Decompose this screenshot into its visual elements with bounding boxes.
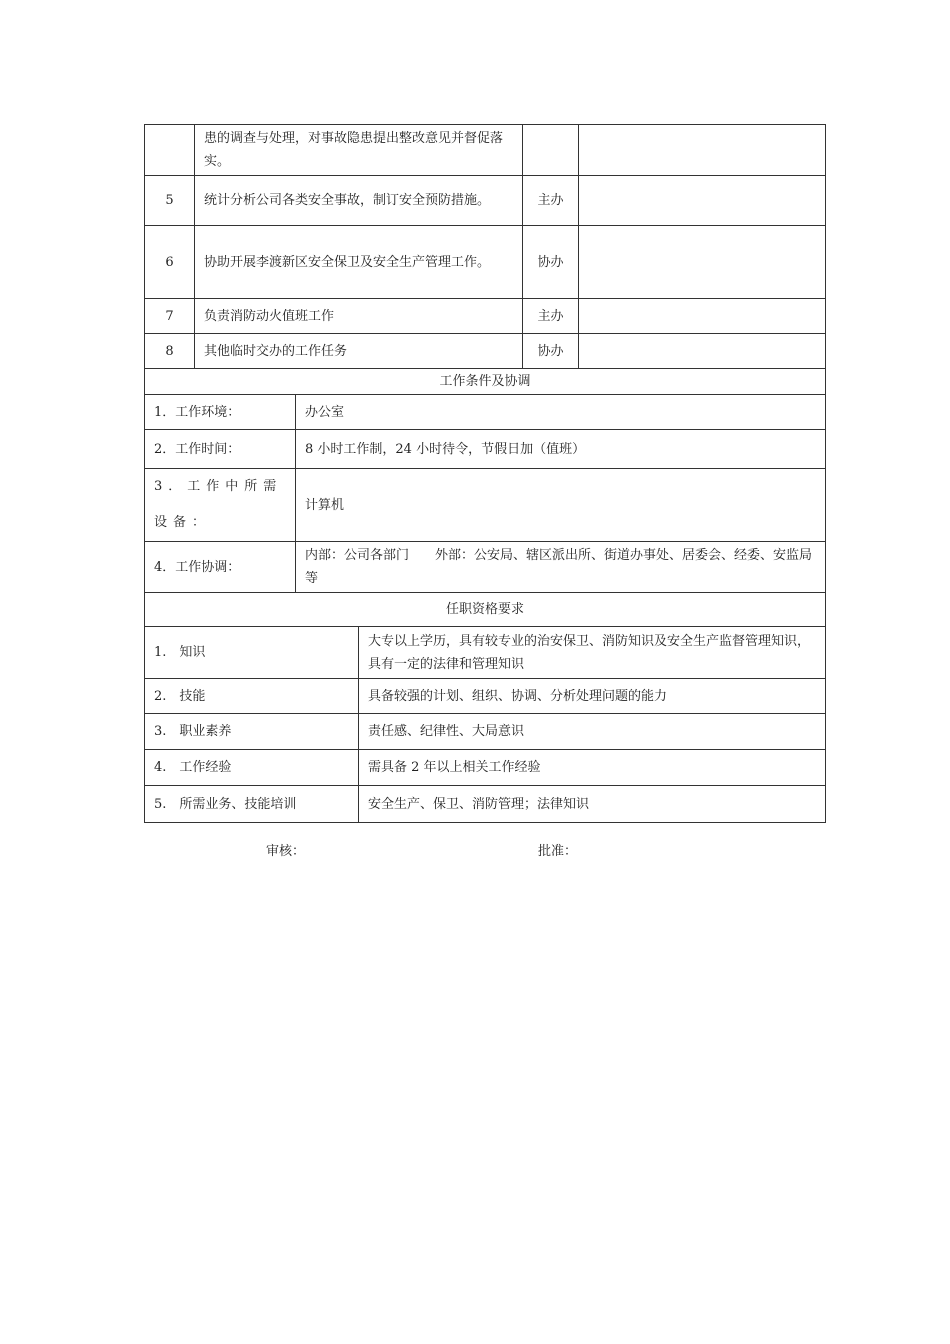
qualification-label: 4. 工作经验 [145,750,359,786]
duty-role: 协办 [523,334,579,369]
qualification-value: 安全生产、保卫、消防管理；法律知识 [359,786,826,823]
condition-label: 3．工作中所需设备： [145,469,296,542]
table-row [145,542,826,593]
table-row [145,750,826,786]
duty-number: 5 [145,176,195,226]
duty-role: 主办 [523,299,579,334]
duty-role [523,125,579,176]
duty-role: 主办 [523,176,579,226]
table-row [145,176,826,226]
duty-number: 8 [145,334,195,369]
table-row [145,125,826,176]
qualifications-table [144,592,826,823]
duty-note [579,125,826,176]
duty-number: 7 [145,299,195,334]
table-row [145,679,826,714]
duty-note [579,176,826,226]
table-row [145,430,826,469]
duty-note [579,226,826,299]
condition-value: 办公室 [296,395,826,430]
table-row [145,226,826,299]
condition-label: 2．工作时间： [145,430,296,469]
duty-text: 其他临时交办的工作任务 [195,334,523,369]
condition-value: 8 小时工作制，24 小时待令，节假日加（值班） [296,430,826,469]
condition-label: 4．工作协调： [145,542,296,593]
table-row [145,714,826,750]
condition-value: 计算机 [296,469,826,542]
duty-note [579,334,826,369]
table-row [145,786,826,823]
duty-text: 患的调查与处理，对事故隐患提出整改意见并督促落实。 [195,125,523,176]
duty-text: 统计分析公司各类安全事故，制订安全预防措施。 [195,176,523,226]
duty-text: 负责消防动火值班工作 [195,299,523,334]
qualification-value: 责任感、纪律性、大局意识 [359,714,826,750]
approve-signature-label: 批准： [538,844,578,859]
table-row [145,395,826,430]
qualification-label: 1. 知识 [145,627,359,679]
qualification-label: 2. 技能 [145,679,359,714]
duties-table [144,124,826,369]
table-row [145,469,826,542]
section-title: 任职资格要求 [145,593,826,627]
qualification-value: 具备较强的计划、组织、协调、分析处理问题的能力 [359,679,826,714]
condition-label: 1．工作环境： [145,395,296,430]
table-row [145,627,826,679]
duty-number: 6 [145,226,195,299]
review-signature-label: 审核： [266,844,306,859]
duty-number [145,125,195,176]
qualification-label: 3. 职业素养 [145,714,359,750]
table-row [145,593,826,627]
table-row [145,299,826,334]
table-row [145,334,826,369]
qualification-label: 5. 所需业务、技能培训 [145,786,359,823]
conditions-table [144,368,826,593]
table-row [145,369,826,395]
section-title: 工作条件及协调 [145,369,826,395]
duty-role: 协办 [523,226,579,299]
duty-note [579,299,826,334]
qualification-value: 大专以上学历，具有较专业的治安保卫、消防知识及安全生产监督管理知识，具有一定的法律和管理知识 [359,627,826,679]
condition-value: 内部：公司各部门 外部：公安局、辖区派出所、街道办事处、居委会、经委、安监局等 [296,542,826,593]
qualification-value: 需具备 2 年以上相关工作经验 [359,750,826,786]
duty-text: 协助开展李渡新区安全保卫及安全生产管理工作。 [195,226,523,299]
